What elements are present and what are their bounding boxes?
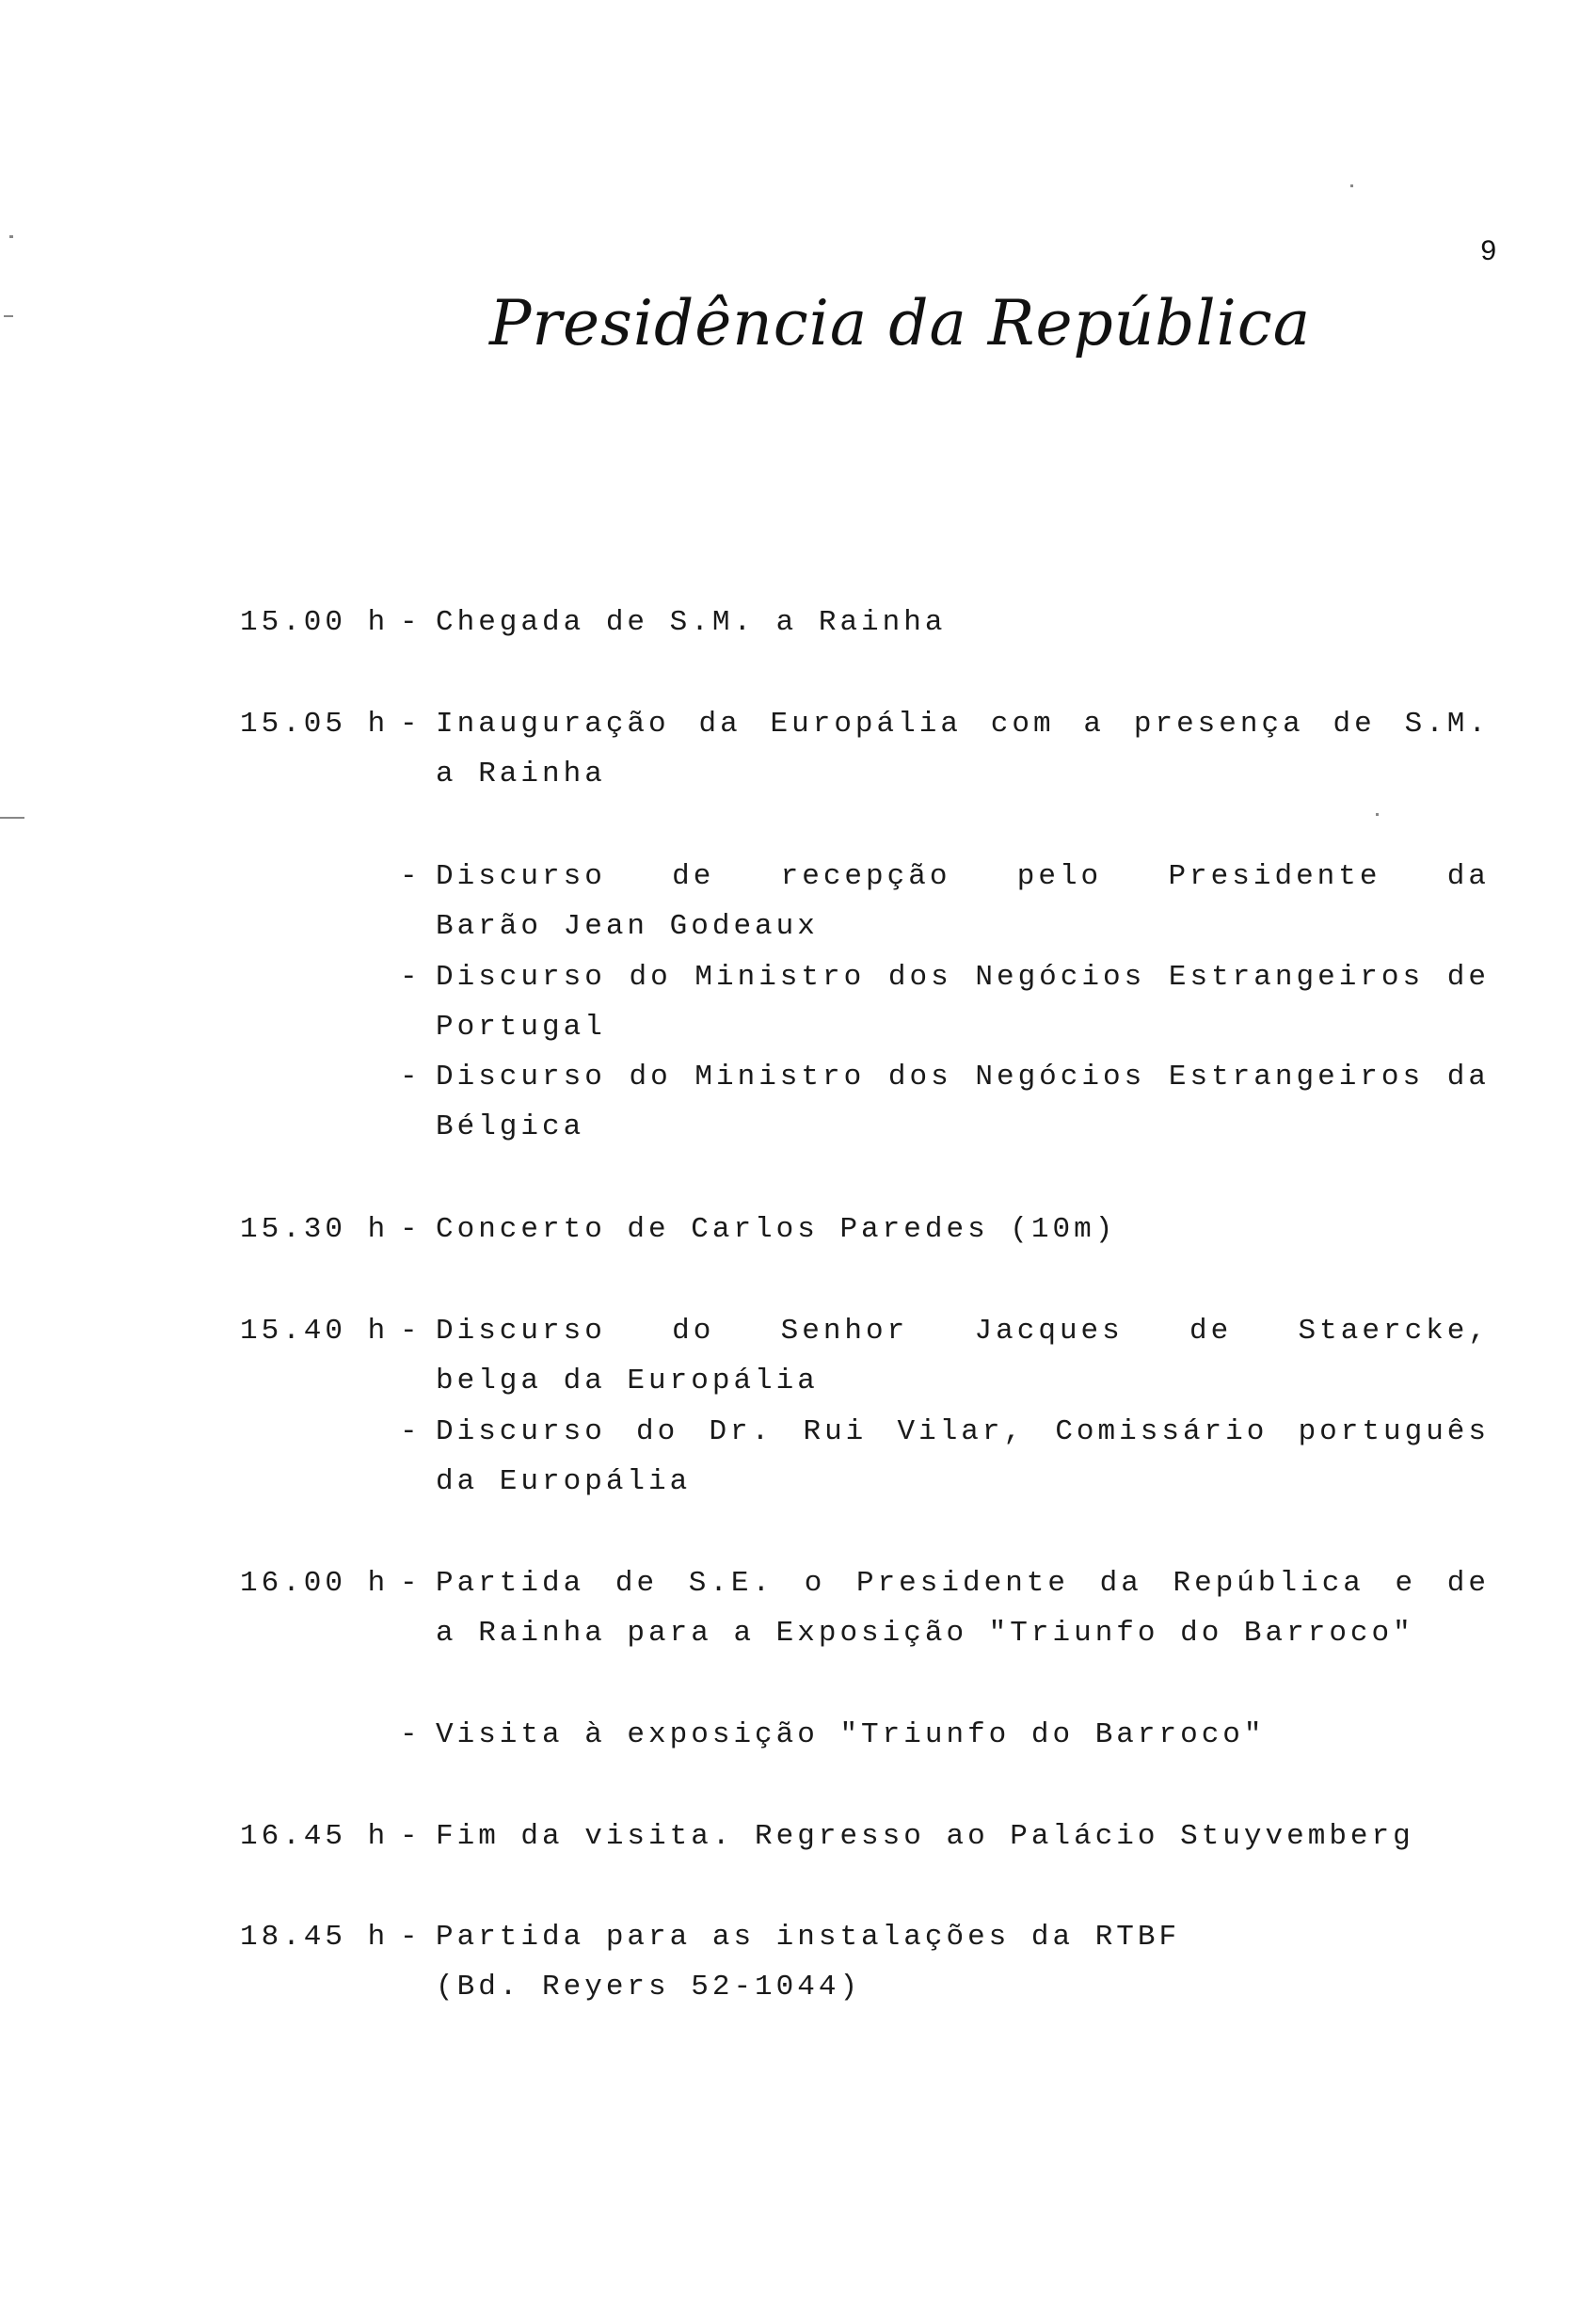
entry-text: Chegada de S.M. a Rainha: [436, 606, 947, 639]
entry-dash: -: [400, 1921, 422, 1954]
schedule-line: [0, 1816, 1596, 1858]
entry-text: Partida para as instalações da RTBF: [436, 1921, 1181, 1954]
entry-text-continued: a Rainha para a Exposição "Triunfo do Barroco": [436, 1617, 1414, 1650]
entry-time: 15.00 h: [240, 606, 390, 639]
schedule-line-continuation: [0, 906, 1596, 948]
schedule-line-continuation: [0, 754, 1596, 795]
entry-time: 15.30 h: [240, 1213, 390, 1246]
schedule-line: [0, 1917, 1596, 1958]
entry-dash: -: [400, 1820, 422, 1853]
schedule-line: [0, 1311, 1596, 1352]
entry-text-continued: a Rainha: [436, 758, 606, 790]
entry-dash: -: [400, 708, 422, 741]
letterhead: Presidência da República: [489, 287, 1312, 359]
entry-time: 16.45 h: [240, 1820, 390, 1853]
schedule-line-continuation: [0, 1007, 1596, 1048]
schedule-line: [0, 856, 1596, 898]
entry-dash: -: [400, 1315, 422, 1348]
entry-text-continued: da Europália: [436, 1465, 692, 1498]
schedule-line: [0, 957, 1596, 998]
entry-dash: -: [400, 1718, 422, 1751]
entry-dash: -: [400, 1213, 422, 1246]
schedule-line-continuation: [0, 1967, 1596, 2008]
entry-text-continued: Portugal: [436, 1011, 606, 1044]
schedule-line: [0, 1057, 1596, 1098]
entry-text: Fim da visita. Regresso ao Palácio Stuyvemberg: [436, 1820, 1414, 1853]
schedule-line: [0, 1209, 1596, 1251]
entry-text: Visita à exposição "Triunfo do Barroco": [436, 1718, 1266, 1751]
entry-text-continued: belga da Europália: [436, 1365, 819, 1397]
schedule-line: [0, 704, 1596, 745]
schedule-line: [0, 1715, 1596, 1756]
schedule-line-continuation: [0, 1107, 1596, 1148]
schedule-line: [0, 1563, 1596, 1605]
entry-dash: -: [400, 1415, 422, 1448]
schedule-line-continuation: [0, 1361, 1596, 1402]
entry-text: Discurso do Ministro dos Negócios Estrangeiros da: [436, 1061, 1490, 1094]
entry-time: 15.40 h: [240, 1315, 390, 1348]
schedule-line-continuation: [0, 1461, 1596, 1503]
entry-text: Inauguração da Europália com a presença de S.M.: [436, 708, 1490, 741]
schedule-line: [0, 1412, 1596, 1453]
entry-text: Concerto de Carlos Paredes (10m): [436, 1213, 1117, 1246]
entry-time: 18.45 h: [240, 1921, 390, 1954]
schedule-line-continuation: [0, 1613, 1596, 1654]
entry-dash: -: [400, 1567, 422, 1600]
entry-text: Partida de S.E. o Presidente da República e de: [436, 1567, 1490, 1600]
entry-dash: -: [400, 860, 422, 893]
entry-time: 15.05 h: [240, 708, 390, 741]
entry-text: Discurso do Senhor Jacques de Staercke,: [436, 1315, 1490, 1348]
entry-text-continued: Bélgica: [436, 1110, 585, 1143]
schedule-line: [0, 602, 1596, 644]
entry-text-continued: (Bd. Reyers 52-1044): [436, 1971, 862, 2004]
entry-text: Discurso de recepção pelo Presidente da: [436, 860, 1490, 893]
entry-dash: -: [400, 606, 422, 639]
entry-dash: -: [400, 1061, 422, 1094]
entry-text: Discurso do Ministro dos Negócios Estrangeiros de: [436, 961, 1490, 994]
entry-dash: -: [400, 961, 422, 994]
entry-text: Discurso do Dr. Rui Vilar, Comissário português: [436, 1415, 1490, 1448]
entry-time: 16.00 h: [240, 1567, 390, 1600]
entry-text-continued: Barão Jean Godeaux: [436, 910, 819, 943]
page-number: 9: [1480, 235, 1496, 266]
